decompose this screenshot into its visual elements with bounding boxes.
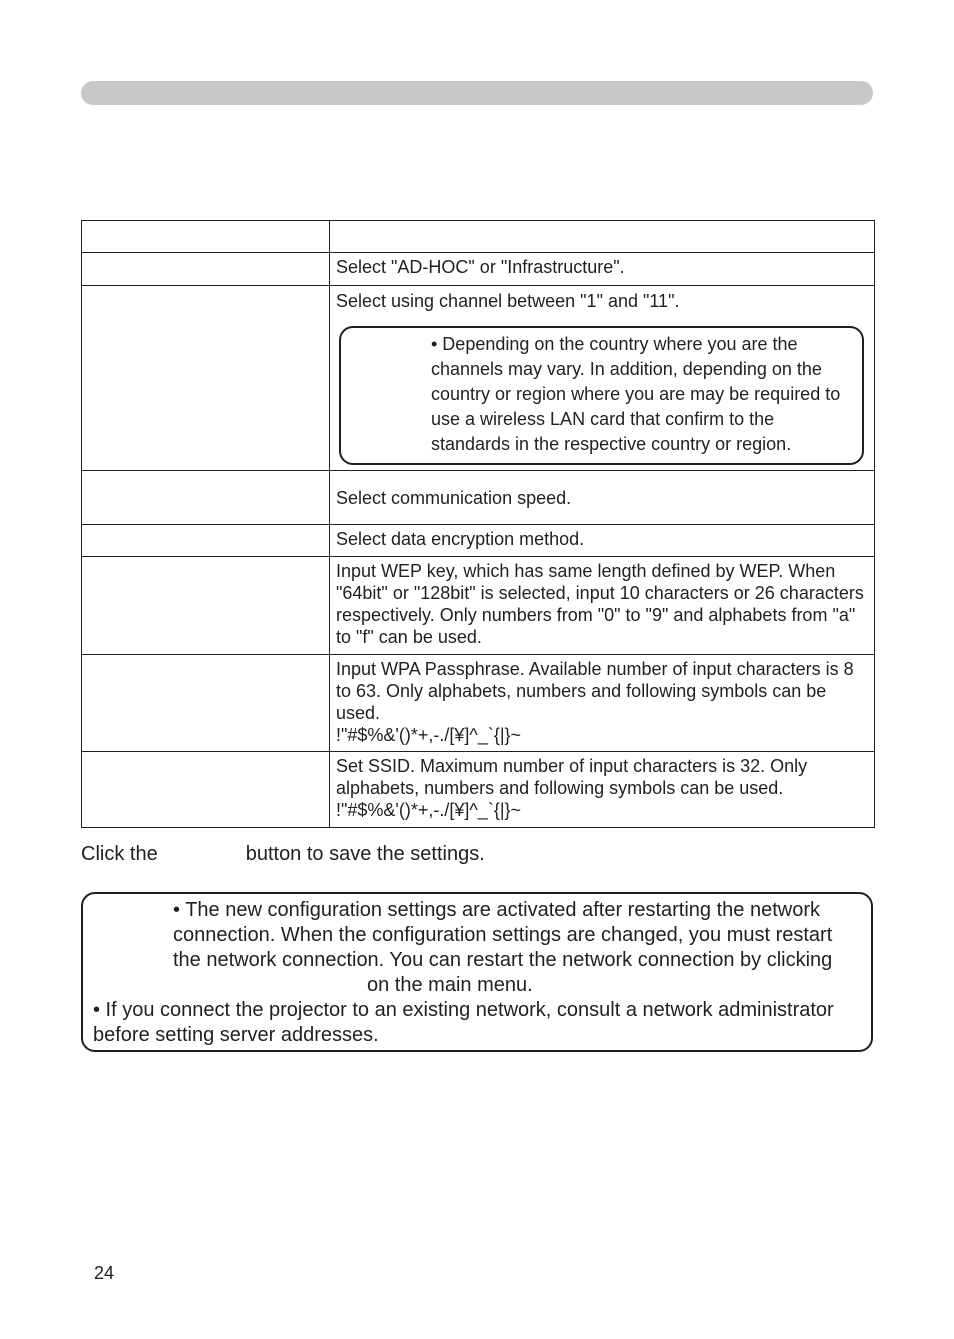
table-row (82, 557, 875, 655)
note-paragraph-1-start: • The new configuration settings are activated after restarting the network connection. When the configuration settings are changed, you must restart the network connection. You can restart the network connection by clicking (173, 899, 833, 971)
row-symbols: !"#$%&'()*+,-./[¥]^_`{|}~ (336, 725, 522, 745)
table-row (82, 253, 875, 286)
row-description (330, 752, 875, 828)
row-description-text: Input WEP key, which has same length defined by WEP. When "64bit" or "128bit" is selected, input 10 characters or 26 characters respectively. Only numbers from "0" to "9" and alphabets from "a" to "f" can be used. (336, 561, 864, 647)
note-box (81, 892, 873, 1052)
table-row (82, 655, 875, 752)
row-symbols: !"#$%&'()*+,-./[¥]^_`{|}~ (336, 800, 522, 820)
row-description-text: Select "AD-HOC" or "Infrastructure". (336, 257, 625, 277)
row-description-text: Select using channel between "1" and "11". (336, 291, 680, 311)
row-label (82, 752, 330, 828)
save-instruction-end: button to save the settings. (245, 843, 485, 865)
table-row (82, 286, 875, 471)
settings-table (81, 220, 875, 828)
note-paragraph-2: • If you connect the projector to an existing network, consult a network administrator before setting server addresses. (93, 999, 834, 1046)
save-instruction-start: Click the (81, 843, 158, 865)
table-row (82, 525, 875, 557)
row-description (330, 471, 875, 525)
channel-note-text: • Depending on the country where you are the channels may vary. In addition, depending on the country or region where you are may be required to use a wireless LAN card that confirm to the standards in the respective country or region. (431, 334, 841, 454)
row-description (330, 253, 875, 286)
row-label (82, 655, 330, 752)
row-description (330, 286, 875, 471)
row-description (330, 525, 875, 557)
row-description-text: Select communication speed. (336, 487, 572, 508)
table-row (82, 752, 875, 828)
note-paragraph-1-end: on the main menu. (367, 974, 533, 996)
row-description (330, 655, 875, 752)
row-description (330, 557, 875, 655)
save-instruction (81, 841, 485, 867)
table-header-description (330, 221, 875, 253)
row-label (82, 471, 330, 525)
channel-note-box (339, 326, 864, 465)
section-header-bar (81, 81, 873, 105)
row-label (82, 525, 330, 557)
table-row (82, 471, 875, 525)
note-paragraph-1 (93, 898, 861, 998)
row-label (82, 253, 330, 286)
page-number: 24 (94, 1263, 115, 1283)
row-label (82, 286, 330, 471)
table-header-row (82, 221, 875, 253)
row-label (82, 557, 330, 655)
row-description-text: Input WPA Passphrase. Available number of input characters is 8 to 63. Only alphabets, numbers and following symbols can be used. (336, 659, 854, 723)
table-header-item (82, 221, 330, 253)
row-description-text: Set SSID. Maximum number of input characters is 32. Only alphabets, numbers and following symbols can be used. (336, 756, 808, 798)
row-description-text: Select data encryption method. (336, 529, 585, 549)
